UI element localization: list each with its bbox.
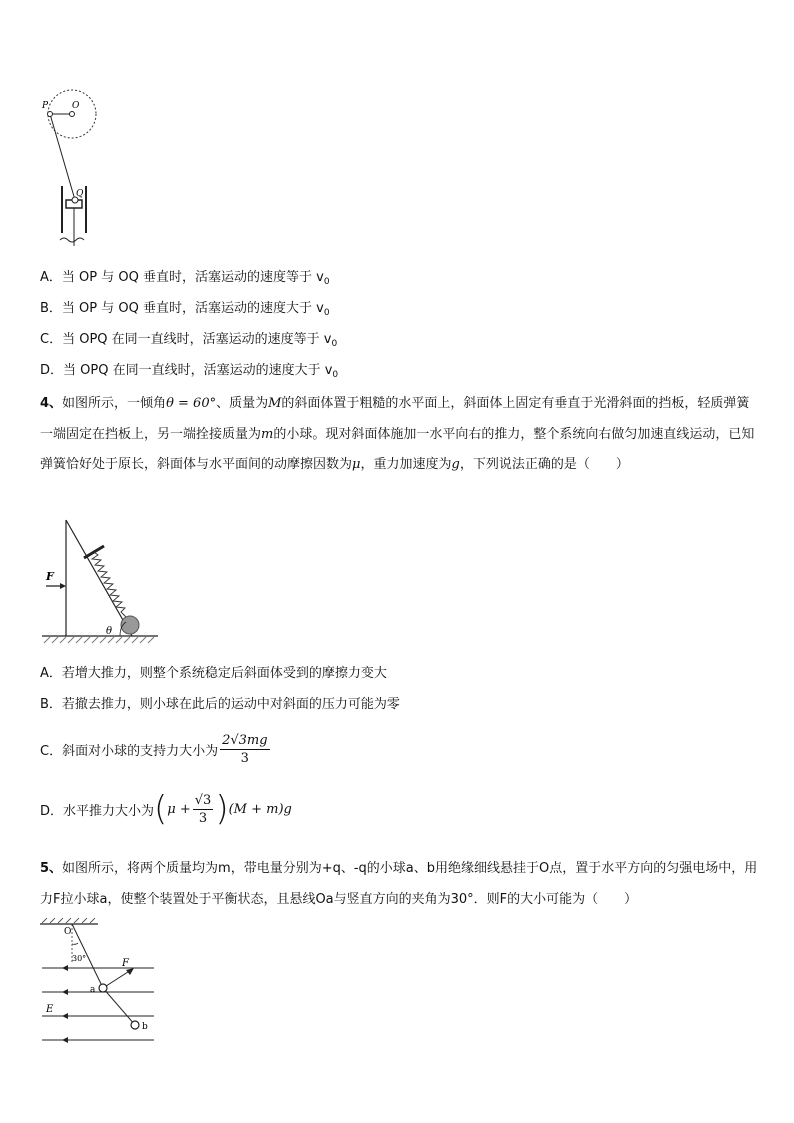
force-f-arrow: [103, 970, 131, 988]
label-a: a: [90, 985, 96, 995]
figure-crank-piston: [36, 88, 106, 250]
ceiling-hatch: [42, 918, 95, 923]
force-arrow-head: [60, 583, 66, 589]
fraction-sqrt3-over-3: $\frac{√3}{3}$: [194, 792, 212, 826]
figure-electric-field: [38, 918, 158, 1044]
point-o: [70, 112, 75, 117]
q3-option-b: B．当 OP 与 OQ 垂直时，活塞运动的速度大于 $v_0$: [40, 301, 330, 318]
label-theta: θ: [106, 626, 113, 637]
q4-option-c: C．斜面对小球的支持力大小为 $\frac{2√3mg}{3}$: [40, 733, 268, 766]
label-o-point: O: [64, 927, 72, 937]
break-mark: [60, 238, 84, 242]
ground-hatch: [44, 637, 154, 643]
angle-arc-30: [72, 943, 78, 944]
force-f-arrowhead: [126, 968, 134, 975]
label-o: O: [72, 101, 80, 111]
label-e: E: [46, 1004, 54, 1015]
spring: [92, 552, 127, 618]
label-f: F: [46, 570, 54, 583]
label-f-force: F: [122, 958, 129, 969]
label-b: b: [142, 1022, 148, 1032]
q4-option-b: B．若撤去推力，则小球在此后的运动中对斜面的压力可能为零: [40, 697, 400, 712]
thread-ab: [103, 988, 135, 1025]
label-p: P: [42, 101, 49, 111]
ball: [121, 616, 139, 634]
field-arrowheads: [62, 965, 68, 1043]
ball-b: [131, 1021, 139, 1029]
q3-option-d: D．当 OPQ 在同一直线时，活塞运动的速度大于 $v_0$: [40, 363, 339, 380]
q4-stem: 4、如图所示，一倾角θ = 60°、质量为M的斜面体置于粗糙的水平面上，斜面体上固定有垂直于光滑斜面的挡板，轻质弹簧一端固定在挡板上，另一端拴接质量为m的小球。现对斜面体施加一水平向右的推力，整个系统向右做匀加速直线运动，已知弹簧恰好处于原长，斜面体与水平面间的动摩擦因数为μ，重力加速度为g，下列说法正确的是（ ）: [40, 396, 755, 472]
q5-stem: 5、如图所示，将两个质量均为m，带电量分别为+q、-q的小球a、b用绝缘细线悬挂于O点，置于水平方向的匀强电场中，用力F拉小球a，使整个装置处于平衡状态，且悬线Oa与竖直方向的夹角为30°．则F的大小可能为（ ）: [40, 861, 758, 907]
fraction-2sqrt3mg-over-3: $\frac{2√3mg}{3}$: [222, 733, 268, 766]
incline-slope: [66, 520, 132, 636]
q4-option-a: A．若增大推力，则整个系统稳定后斜面体受到的摩擦力变大: [40, 666, 387, 681]
ball-a: [99, 984, 107, 992]
q3-option-a: A．当 OP 与 OQ 垂直时，活塞运动的速度等于 $v_0$: [40, 270, 330, 287]
figure-incline-spring: [40, 512, 160, 652]
label-30deg: 30°: [72, 954, 87, 963]
q4-option-d: D．水平推力大小为 ( μ + $\frac{√3}{3}$ ) (M + m)g: [40, 789, 292, 829]
label-q: Q: [76, 189, 84, 199]
q3-option-c: C．当 OPQ 在同一直线时，活塞运动的速度等于 $v_0$: [40, 332, 338, 349]
point-p: [48, 112, 53, 117]
